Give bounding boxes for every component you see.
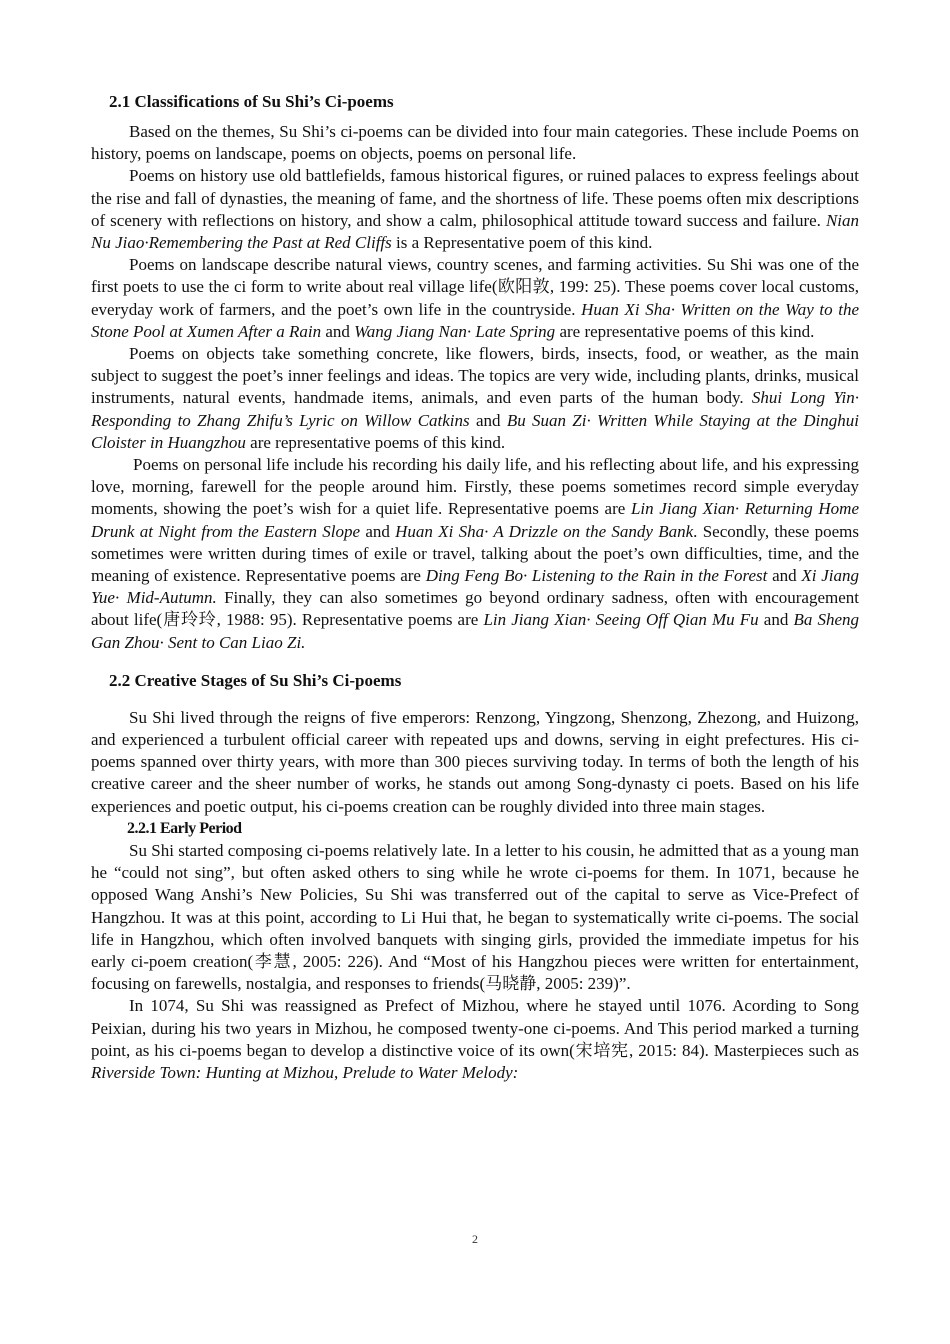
poem-title: Huan Xi Sha· Written on the Way to the Stone Pool at Xumen After a Rain: [91, 299, 859, 341]
poem-title: Nian Nu Jiao·Remembering the Past at Red Cliffs: [91, 210, 859, 253]
subsection-heading-2-2-1: 2.2.1 Early Period: [127, 819, 242, 837]
poem-title: Riverside Town: Hunting at Mizhou: [91, 1062, 335, 1082]
paragraph-mizhou-period: In 1074, Su Shi was reassigned as Prefect of Mizhou, where he stayed until 1076. Acording to Song Peixian, during his two years in Mizhou, he composed twenty-one ci-poems. And This period marked a turning point, as his ci-poems began to develop a distinctive voice of its own(宋培宪, 2015: 84). Masterpieces such as Riverside Town: Hunting at Mizhou, Prelude to Water Melody:: [91, 996, 859, 1082]
section-heading-2-1: 2.1 Classifications of Su Shi’s Ci-poems: [109, 92, 394, 111]
poem-title: Lin Jiang Xian· Seeing Off Qian Mu Fu: [483, 610, 759, 630]
section-heading-2-2: 2.2 Creative Stages of Su Shi’s Ci-poems: [109, 670, 402, 690]
poem-title: Lin Jiang Xian· Returning Home Drunk at Night from the Eastern Slope: [91, 499, 859, 541]
poem-title: Ding Feng Bo· Listening to the Rain in the Forest: [425, 566, 768, 586]
poem-title: Xi Jiang Yue· Mid-Autumn.: [91, 566, 859, 608]
page-content: [91, 88, 859, 1084]
paragraph-landscape-poems: Poems on landscape describe natural views, country scenes, and farming activities. Su Shi was one of the first poets to use the ci form to write about real village life(欧阳敦, 199: 25). These poems cover local customs, everyday work of farmers, and the poet’s own life in the countryside. Huan Xi Sha· Written on the Way to the Stone Pool at Xumen After a Rain and Wang Jiang Nan· Late Spring are representative poems of this kind.: [91, 255, 859, 341]
poem-title: Prelude to Water Melody:: [342, 1062, 519, 1082]
paragraph-creative-stages: Su Shi lived through the reigns of five emperors: Renzong, Yingzong, Shenzong, Zhezong, and Huizong, and experienced a turbulent official career with repeated ups and downs, serving in eight prefectures. His ci-poems spanned over thirty years, with more than 300 pieces surviving today. In terms of both the length of his creative career and the sheer number of works, he stands out among Song-dynasty ci poets. Based on his life experiences and poetic output, his ci-poems creation can be roughly divided into three main stages.: [91, 707, 859, 816]
poem-title: Wang Jiang Nan· Late Spring: [354, 321, 556, 341]
paragraph-object-poems: Poems on objects take something concrete, like flowers, birds, insects, food, or weather, as the main subject to suggest the poet’s inner feelings and ideas. The topics are very wide, including plants, drinks, musical instruments, natural events, handmade items, animals, and even parts of the human body. Shui Long Yin· Responding to Zhang Zhifu’s Lyric on Willow Catkins and Bu Suan Zi· Written While Staying at the Dinghui Cloister in Huangzhou are representative poems of this kind.: [91, 344, 860, 452]
poem-title: Shui Long Yin· Responding to Zhang Zhifu’s Lyric on Willow Catkins: [91, 388, 860, 430]
poem-title: Ba Sheng Gan Zhou· Sent to Can Liao Zi.: [91, 610, 860, 652]
paragraph-personal-life-poems: Poems on personal life include his recording his daily life, and his reflecting about life, and his expressing love, morning, farewell for the people around him. Firstly, these poems sometimes record simple everyday moments, showing the poet’s wish for a quiet life. Representative poems are Lin Jiang Xian· Returning Home Drunk at Night from the Eastern Slope and Huan Xi Sha· A Drizzle on the Sandy Bank. Secondly, these poems sometimes were written during times of exile or travel, talking about the poet’s own difficulties, time, and the meaning of existence. Representative poems are Ding Feng Bo· Listening to the Rain in the Forest and Xi Jiang Yue· Mid-Autumn. Finally, they can also sometimes go beyond ordinary sadness, often with encouragement about life(唐玲玲, 1988: 95). Representative poems are Lin Jiang Xian· Seeing Off Qian Mu Fu and Ba Sheng Gan Zhou· Sent to Can Liao Zi.: [91, 455, 860, 652]
poem-title: Huan Xi Sha· A Drizzle on the Sandy Bank: [395, 521, 694, 541]
page-number: 2: [472, 1232, 478, 1246]
paragraph-categories: Based on the themes, Su Shi’s ci-poems can be divided into four main categories. These include Poems on history, poems on landscape, poems on objects, poems on personal life.: [91, 122, 859, 164]
paragraph-history-poems: Poems on history use old battlefields, famous historical figures, or ruined palaces to express feelings about the rise and fall of dynasties, the meaning of fame, and the shortness of life. These poems often mix descriptions of scenery with reflections on history, and show a calm, philosophical attitude toward success and failure. Nian Nu Jiao·Remembering the Past at Red Cliffs is a Representative poem of this kind.: [91, 166, 859, 253]
poem-title: Bu Suan Zi· Written While Staying at the Dinghui Cloister in Huangzhou: [91, 410, 859, 452]
paragraph-early-period: Su Shi started composing ci-poems relatively late. In a letter to his cousin, he admitted that as a young man he “could not sing”, but often asked others to sing while he wrote ci-poems for them. In 1071, because he opposed Wang Anshi’s New Policies, Su Shi was transferred out of the capital to serve as Vice-Prefect of Hangzhou. It was at this point, according to Li Hui that, he began to systematically write ci-poems. The social life in Hangzhou, which often involved banquets with singing girls, provided the immediate impetus for his early ci-poem creation(李慧, 2005: 226). And “Most of his Hangzhou pieces were written for entertainment, focusing on farewells, nostalgia, and responses to friends(马晓静, 2005: 239)”.: [91, 840, 859, 994]
